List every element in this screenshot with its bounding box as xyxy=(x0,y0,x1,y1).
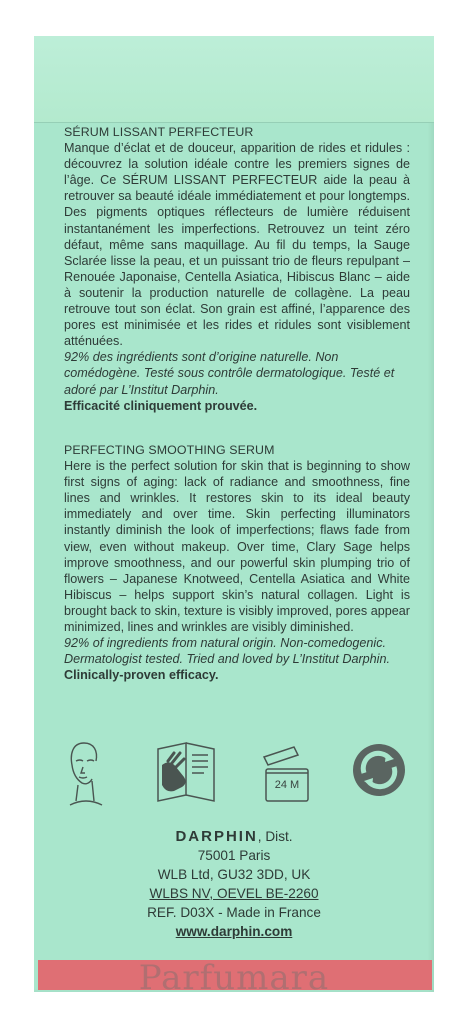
english-bold-claim: Clinically-proven efficacy. xyxy=(64,668,219,683)
reference-line: REF. D03X - Made in France xyxy=(147,905,321,920)
french-body: Manque d’éclat et de douceur, apparition de rides et ridules : découvrez la solution idéale contre les premiers signes de l’âge. Ce SÉRUM LISSANT PERFECTEUR aide la peau à retrouver sa beauté idéale immédiatement et pour longtemps. Des pigments optiques réflecteurs de lumière réduisent instantanément les imperfections. Retrouvez un teint zéro défaut, même sans maquillage. Au fil du temps, la Sauge Sclarée lisse la peau, et un puissant trio de fleurs repulpant – Renouée Japonaise, Centella Asiatica, Hibiscus Blanc – aide à soutenir la production naturelle de collagène. La peau retrouve tout son éclat. Son grain est affiné, l’apparence des pores est minimisée et les rides et ridules sont visiblement atténuées. xyxy=(64,141,410,349)
brand-line xyxy=(0,827,468,846)
english-description xyxy=(64,442,410,683)
face-icon xyxy=(64,739,108,809)
pao-label: 24 M xyxy=(274,779,300,791)
symbols-row xyxy=(54,735,424,815)
english-body: Here is the perfect solution for skin that is beginning to show first signs of aging: lack of radiance and smoothness, fine lines and wrinkles. It restores skin to its ideal beauty immediately and over time. Skin perfecting illuminators instantly diminish the look of imperfections; flaws fade from view, even without makeup. Over time, Clary Sage helps improve smoothness, and our powerful skin plumping trio of flowers – Japanese Knotweed, Centella Asiatica and White Hibiscus – helps support skin’s natural collagen. Light is brought back to skin, texture is visibly improved, pores appear minimized, lines and wrinkles are visibly diminished. xyxy=(64,459,410,635)
jar-period-after-opening-icon xyxy=(258,743,314,807)
english-italic-claims: 92% of ingredients from natural origin. Non-comedogenic. Dermatologist tested. Tried and loved by L’Institut Darphin. xyxy=(64,636,390,667)
french-bold-claim: Efficacité cliniquement prouvée. xyxy=(64,398,258,413)
green-dot-recycle-icon xyxy=(350,741,408,799)
english-heading: PERFECTING SMOOTHING SERUM xyxy=(64,443,275,457)
brand-suffix: , Dist. xyxy=(257,829,293,844)
leaflet-instructions-icon xyxy=(152,737,222,807)
address-line-2: WLB Ltd, GU32 3DD, UK xyxy=(157,867,311,882)
company-info xyxy=(0,827,468,941)
french-italic-claims: 92% des ingrédients sont d’origine naturelle. Non comédogène. Testé sous contrôle dermatologique. Testé et adoré par L’Institut Darphin. xyxy=(64,350,395,397)
address-line-3: WLBS NV, OEVEL BE-2260 xyxy=(149,886,319,901)
watermark: Parfumara xyxy=(138,958,330,998)
brand-name: DARPHIN xyxy=(175,828,258,845)
box-top-flap xyxy=(34,36,434,123)
french-description xyxy=(64,124,410,414)
website-link: www.darphin.com xyxy=(175,924,293,939)
address-line-1: 75001 Paris xyxy=(197,848,271,863)
french-heading: SÉRUM LISSANT PERFECTEUR xyxy=(64,125,254,139)
